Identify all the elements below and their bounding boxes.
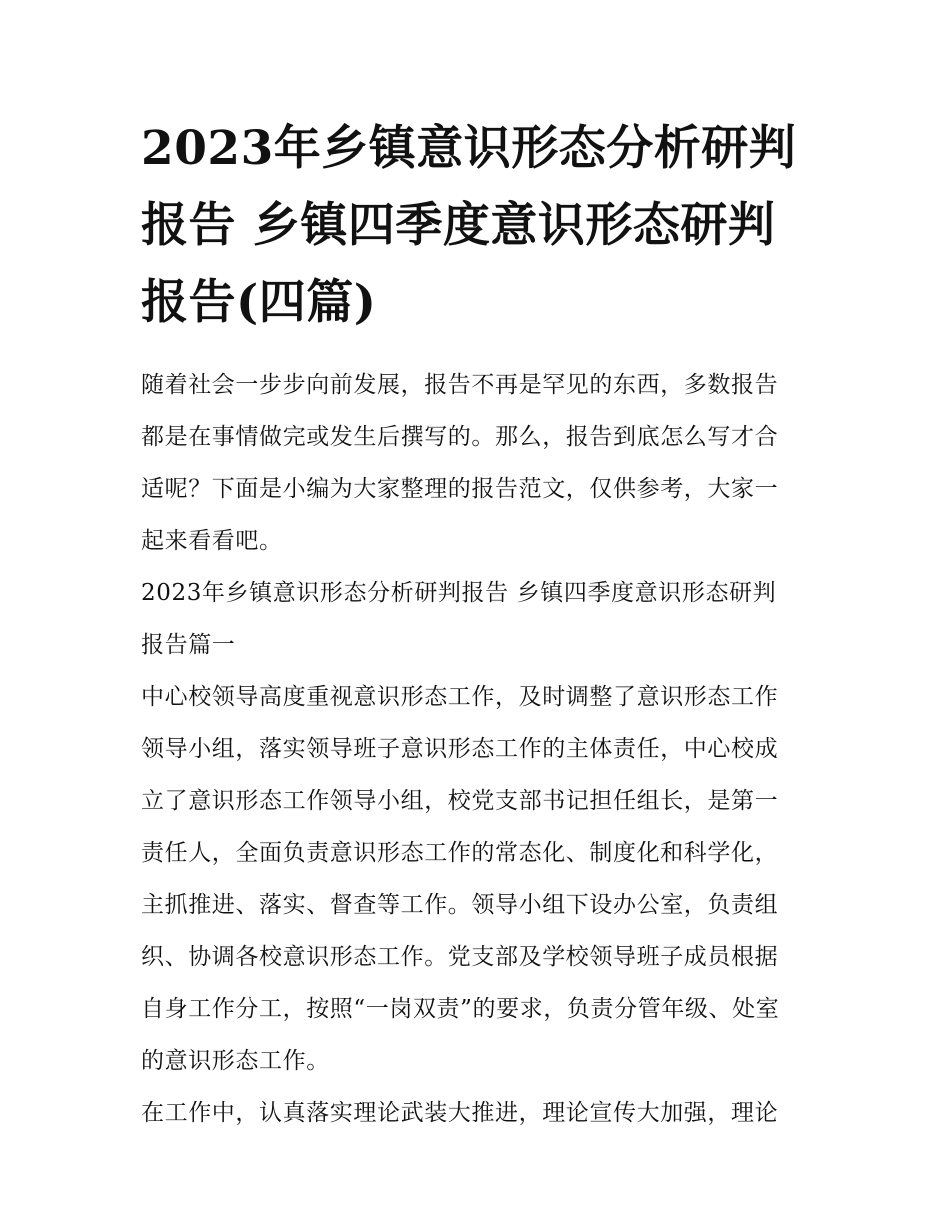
intro-line: 适呢？下面是小编为大家整理的报告范文，仅供参考，大家一 [141, 476, 779, 502]
intro-line: 都是在事情做完或发生后撰写的。那么，报告到底怎么写才合 [141, 424, 779, 450]
body-line: 领导小组，落实领导班子意识形态工作的主体责任，中心校成 [141, 736, 779, 762]
section-heading-line: 2023年乡镇意识形态分析研判报告 乡镇四季度意识形态研判 [141, 580, 777, 606]
body-line: 立了意识形态工作领导小组，校党支部书记担任组长，是第一 [141, 788, 779, 814]
document-page [141, 110, 813, 1139]
document-title [141, 110, 813, 341]
body-line: 主抓推进、落实、督查等工作。领导小组下设办公室，负责组 [141, 892, 779, 918]
title-line-1: 2023年乡镇意识形态分析研判 [141, 121, 797, 176]
intro-paragraph [141, 359, 813, 567]
intro-line: 起来看看吧。 [141, 528, 283, 554]
body-line: 在工作中，认真落实理论武装大推进，理论宣传大加强，理论 [141, 1100, 779, 1126]
title-line-3: 报告(四篇) [141, 275, 377, 330]
title-line-2: 报告 乡镇四季度意识形态研判 [141, 198, 776, 253]
intro-line: 随着社会一步步向前发展，报告不再是罕见的东西，多数报告 [141, 372, 779, 398]
body-line: 的意识形态工作。 [141, 1048, 330, 1074]
body-line: 责任人，全面负责意识形态工作的常态化、制度化和科学化， [141, 840, 779, 866]
section-heading [141, 567, 813, 671]
body-paragraph-2 [141, 1087, 813, 1139]
body-line: 中心校领导高度重视意识形态工作，及时调整了意识形态工作 [141, 684, 779, 710]
body-line: 织、协调各校意识形态工作。党支部及学校领导班子成员根据 [141, 944, 779, 970]
section-heading-line: 报告篇一 [141, 632, 236, 658]
body-paragraph-1 [141, 671, 813, 1087]
body-line: 自身工作分工，按照“一岗双责”的要求，负责分管年级、处室 [141, 996, 780, 1022]
